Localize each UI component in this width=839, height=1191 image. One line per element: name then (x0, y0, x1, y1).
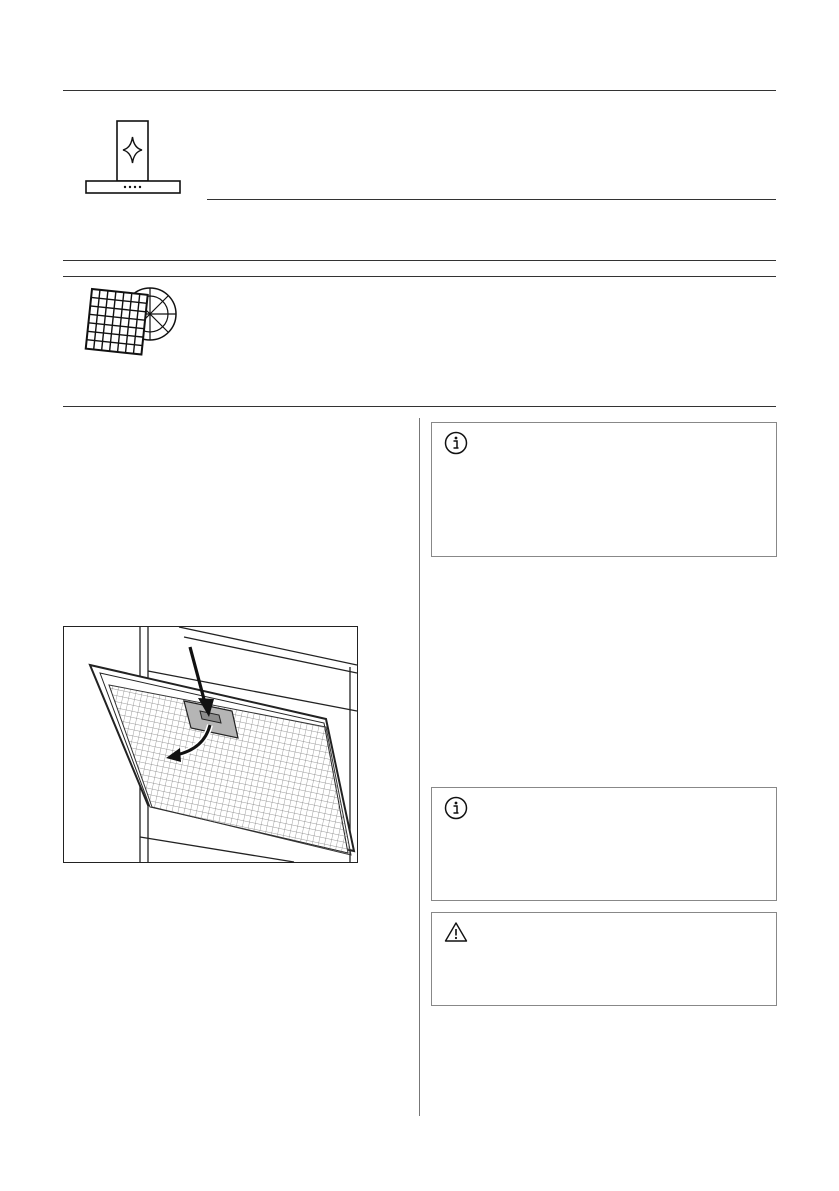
top-rule (63, 90, 776, 91)
warning-icon (444, 921, 468, 943)
hood-cleaning-icon (84, 118, 182, 196)
info-icon (444, 796, 468, 820)
section-rule-2 (63, 276, 776, 277)
section-rule-3 (63, 406, 776, 407)
section-rule-inner (207, 199, 776, 200)
warning-box (431, 912, 777, 1006)
grease-filter-icon (80, 283, 180, 365)
info-icon (444, 431, 468, 455)
filter-removal-illustration (63, 626, 358, 863)
info-note-box-2 (431, 787, 777, 901)
info-note-box-1 (431, 422, 777, 557)
column-divider (419, 418, 420, 1116)
section-rule-1 (63, 260, 776, 261)
